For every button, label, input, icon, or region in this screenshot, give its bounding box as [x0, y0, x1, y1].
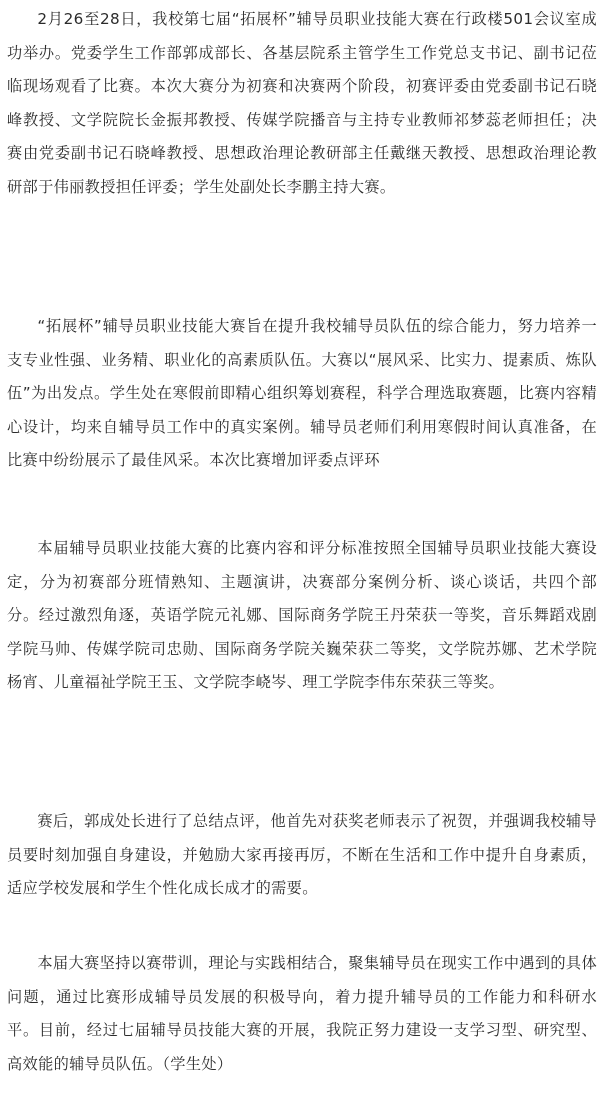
paragraph-summary: 本届大赛坚持以赛带训，理论与实践相结合，聚集辅导员在现实工作中遇到的具体问题，通过比赛形成辅导员发展的积极导向，着力提升辅导员的工作能力和科研水平。目前，经过七届辅导员技能大赛的开展，我院正努力建设一支学习型、研究型、高效能的辅导员队伍。（学生处）	[7, 954, 597, 1073]
paragraph-event-overview: 2月26至28日，我校第七届“拓展杯”辅导员职业技能大赛在行政楼501会议室成功举办。党委学生工作部郭成部长、各基层院系主管学生工作党总支书记、副书记莅临现场观看了比赛。本次大赛分为初赛和决赛两个阶段，初赛评委由党委副书记石晓峰教授、文学院院长金振邦教授、传媒学院播音与主持专业教师祁梦蕊老师担任；决赛由党委副书记石晓峰教授、思想政治理论教研部主任戴继天教授、思想政治理论教研部于伟丽教授担任评委；学生处副处长李鹏主持大赛。	[7, 10, 597, 196]
paragraph-contest-purpose: “拓展杯”辅导员职业技能大赛旨在提升我校辅导员队伍的综合能力，努力培养一支专业性强、业务精、职业化的高素质队伍。大赛以“展风采、比实力、提素质、炼队伍”为出发点。学生处在寒假前即精心组织筹划赛程，科学合理选取赛题，比赛内容精心设计，均来自辅导员工作中的真实案例。辅导员老师们利用寒假时间认真准备，在比赛中纷纷展示了最佳风采。本次比赛增加评委点评环	[7, 317, 597, 470]
paragraph-closing-remarks: 赛后，郭成处长进行了总结点评，他首先对获奖老师表示了祝贺，并强调我校辅导员要时刻加强自身建设，并勉励大家再接再厉，不断在生活和工作中提升自身素质，适应学校发展和学生个性化成长成才的需要。	[7, 812, 597, 898]
paragraph-contest-results: 本届辅导员职业技能大赛的比赛内容和评分标准按照全国辅导员职业技能大赛设定，分为初赛部分班情熟知、主题演讲，决赛部分案例分析、谈心谈话，共四个部分。经过激烈角逐，英语学院元礼娜、国际商务学院王丹荣获一等奖，音乐舞蹈戏剧学院马帅、传媒学院司忠勋、国际商务学院关巍荣获二等奖，文学院苏娜、艺术学院杨宵、儿童福祉学院王玉、文学院李峣岑、理工学院李伟东荣获三等奖。	[7, 539, 597, 692]
